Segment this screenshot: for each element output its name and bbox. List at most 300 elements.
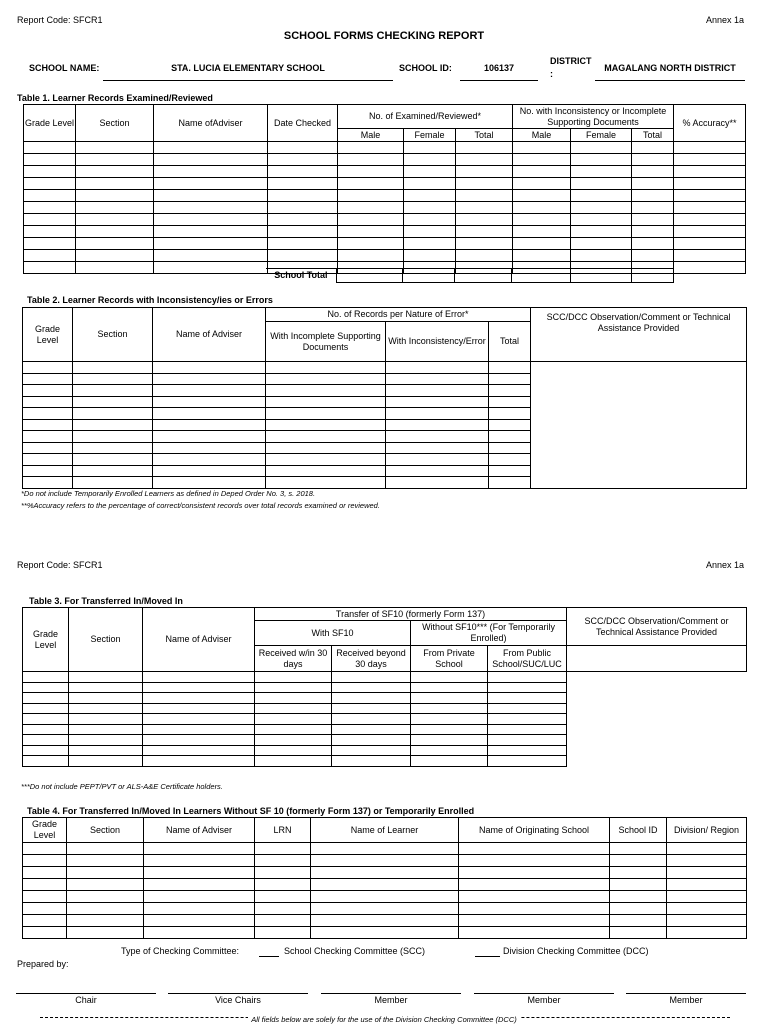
t2-cell[interactable] — [386, 442, 489, 454]
t2-cell[interactable] — [23, 442, 73, 454]
t1-cell[interactable] — [404, 166, 456, 178]
t1-cell[interactable] — [674, 178, 746, 190]
t3-cell[interactable] — [411, 745, 488, 756]
t2-cell[interactable] — [73, 465, 153, 477]
t1-cell[interactable] — [571, 154, 632, 166]
t1-cell[interactable] — [632, 142, 674, 154]
t1-cell[interactable] — [513, 238, 571, 250]
t3-cell[interactable] — [411, 735, 488, 746]
t1-cell[interactable] — [24, 178, 76, 190]
t4-cell[interactable] — [144, 879, 255, 891]
t1-cell[interactable] — [632, 250, 674, 262]
t2-cell[interactable] — [73, 419, 153, 431]
t3-cell[interactable] — [143, 724, 255, 735]
t1-cell[interactable] — [456, 142, 513, 154]
t1-cell[interactable] — [76, 214, 154, 226]
t1-cell[interactable] — [76, 202, 154, 214]
t1-cell[interactable] — [76, 226, 154, 238]
t1-cell[interactable] — [154, 190, 268, 202]
t1-cell[interactable] — [404, 142, 456, 154]
t1-cell[interactable] — [338, 202, 404, 214]
t4-cell[interactable] — [459, 843, 610, 855]
t2-cell[interactable] — [23, 396, 73, 408]
t2-cell[interactable] — [266, 373, 386, 385]
t4-cell[interactable] — [67, 867, 144, 879]
t4-cell[interactable] — [667, 843, 747, 855]
t3-cell[interactable] — [69, 714, 143, 725]
t1-cell[interactable] — [24, 154, 76, 166]
t1-cell[interactable] — [76, 166, 154, 178]
t2-cell[interactable] — [73, 362, 153, 374]
t2-cell[interactable] — [266, 419, 386, 431]
t1-cell[interactable] — [632, 178, 674, 190]
t2-cell[interactable] — [153, 362, 266, 374]
t3-cell[interactable] — [143, 714, 255, 725]
t1-cell[interactable] — [456, 250, 513, 262]
t3-cell[interactable] — [255, 756, 332, 767]
t3-cell[interactable] — [69, 735, 143, 746]
t4-cell[interactable] — [23, 879, 67, 891]
t2-cell[interactable] — [489, 385, 531, 397]
t1-cell[interactable] — [571, 238, 632, 250]
t4-cell[interactable] — [144, 915, 255, 927]
t1-cell[interactable] — [674, 262, 746, 274]
t3-cell[interactable] — [143, 682, 255, 693]
t2-observation-cell[interactable] — [531, 362, 747, 489]
t2-cell[interactable] — [386, 419, 489, 431]
t1-cell[interactable] — [513, 214, 571, 226]
t2-cell[interactable] — [23, 362, 73, 374]
t4-cell[interactable] — [311, 843, 459, 855]
t1-cell[interactable] — [268, 178, 338, 190]
t1-cell[interactable] — [456, 202, 513, 214]
t4-cell[interactable] — [144, 903, 255, 915]
t1-cell[interactable] — [154, 226, 268, 238]
t4-cell[interactable] — [610, 927, 667, 939]
scc-checkbox-line[interactable] — [259, 955, 279, 957]
t1-cell[interactable] — [513, 142, 571, 154]
vice-chair-signature-line[interactable] — [168, 993, 308, 994]
t2-cell[interactable] — [266, 385, 386, 397]
t4-cell[interactable] — [144, 843, 255, 855]
t1-cell[interactable] — [76, 142, 154, 154]
t3-cell[interactable] — [411, 756, 488, 767]
t4-cell[interactable] — [667, 891, 747, 903]
t2-cell[interactable] — [489, 396, 531, 408]
t4-cell[interactable] — [610, 903, 667, 915]
t1-cell[interactable] — [456, 178, 513, 190]
t3-cell[interactable] — [411, 703, 488, 714]
t4-cell[interactable] — [610, 879, 667, 891]
t3-cell[interactable] — [255, 682, 332, 693]
t1-cell[interactable] — [513, 178, 571, 190]
t1-cell[interactable] — [404, 214, 456, 226]
t1-cell[interactable] — [76, 250, 154, 262]
t1-cell[interactable] — [338, 250, 404, 262]
t1-cell[interactable] — [456, 226, 513, 238]
t2-cell[interactable] — [153, 408, 266, 420]
t4-cell[interactable] — [23, 927, 67, 939]
t2-cell[interactable] — [153, 431, 266, 443]
t1-cell[interactable] — [24, 214, 76, 226]
t1-cell[interactable] — [404, 238, 456, 250]
t1-cell[interactable] — [76, 262, 154, 274]
t2-cell[interactable] — [489, 442, 531, 454]
t4-cell[interactable] — [23, 915, 67, 927]
t2-cell[interactable] — [266, 396, 386, 408]
t1-cell[interactable] — [338, 154, 404, 166]
t4-cell[interactable] — [67, 915, 144, 927]
t3-cell[interactable] — [488, 714, 567, 725]
t1-cell[interactable] — [268, 154, 338, 166]
t1-cell[interactable] — [24, 226, 76, 238]
t3-cell[interactable] — [411, 724, 488, 735]
t1-cell[interactable] — [268, 226, 338, 238]
t2-cell[interactable] — [489, 408, 531, 420]
t1-cell[interactable] — [674, 238, 746, 250]
member2-signature-line[interactable] — [474, 993, 614, 994]
t4-cell[interactable] — [311, 903, 459, 915]
t1-cell[interactable] — [24, 190, 76, 202]
t1-cell[interactable] — [76, 238, 154, 250]
t4-cell[interactable] — [459, 867, 610, 879]
t4-cell[interactable] — [311, 867, 459, 879]
t2-cell[interactable] — [23, 431, 73, 443]
t4-cell[interactable] — [255, 843, 311, 855]
t2-cell[interactable] — [386, 408, 489, 420]
t4-cell[interactable] — [311, 879, 459, 891]
t1-cell[interactable] — [404, 178, 456, 190]
t3-cell[interactable] — [488, 703, 567, 714]
t4-cell[interactable] — [610, 855, 667, 867]
total-cell[interactable] — [512, 269, 570, 283]
t1-cell[interactable] — [632, 154, 674, 166]
t3-cell[interactable] — [488, 682, 567, 693]
t2-cell[interactable] — [153, 477, 266, 489]
t1-cell[interactable] — [76, 178, 154, 190]
t4-cell[interactable] — [67, 927, 144, 939]
total-cell[interactable] — [455, 269, 512, 283]
t3-cell[interactable] — [143, 703, 255, 714]
t1-cell[interactable] — [571, 166, 632, 178]
t2-cell[interactable] — [153, 373, 266, 385]
t3-cell[interactable] — [69, 756, 143, 767]
t2-cell[interactable] — [153, 454, 266, 466]
t2-cell[interactable] — [386, 373, 489, 385]
t1-cell[interactable] — [154, 262, 268, 274]
t1-cell[interactable] — [632, 166, 674, 178]
member1-signature-line[interactable] — [321, 993, 461, 994]
t3-cell[interactable] — [332, 756, 411, 767]
t3-cell[interactable] — [488, 724, 567, 735]
t1-cell[interactable] — [513, 226, 571, 238]
t4-cell[interactable] — [23, 891, 67, 903]
t3-cell[interactable] — [332, 745, 411, 756]
t3-cell[interactable] — [332, 714, 411, 725]
t1-cell[interactable] — [513, 250, 571, 262]
t3-cell[interactable] — [488, 756, 567, 767]
t1-cell[interactable] — [268, 250, 338, 262]
t3-cell[interactable] — [488, 745, 567, 756]
t4-cell[interactable] — [255, 867, 311, 879]
t1-cell[interactable] — [571, 142, 632, 154]
t1-cell[interactable] — [456, 214, 513, 226]
t3-cell[interactable] — [23, 714, 69, 725]
t2-cell[interactable] — [73, 442, 153, 454]
t2-cell[interactable] — [73, 431, 153, 443]
t3-cell[interactable] — [255, 693, 332, 704]
t1-cell[interactable] — [154, 250, 268, 262]
t2-cell[interactable] — [23, 373, 73, 385]
t1-cell[interactable] — [338, 214, 404, 226]
t3-cell[interactable] — [23, 672, 69, 683]
t2-cell[interactable] — [266, 465, 386, 477]
t3-cell[interactable] — [255, 745, 332, 756]
t3-cell[interactable] — [23, 756, 69, 767]
t2-cell[interactable] — [23, 385, 73, 397]
t3-cell[interactable] — [23, 735, 69, 746]
t4-cell[interactable] — [23, 903, 67, 915]
t3-observation-cell[interactable] — [567, 646, 747, 672]
t4-cell[interactable] — [610, 891, 667, 903]
t1-cell[interactable] — [456, 154, 513, 166]
t3-cell[interactable] — [255, 724, 332, 735]
t1-cell[interactable] — [338, 142, 404, 154]
t3-cell[interactable] — [411, 682, 488, 693]
t3-cell[interactable] — [332, 724, 411, 735]
t3-cell[interactable] — [411, 672, 488, 683]
t4-cell[interactable] — [144, 855, 255, 867]
t1-cell[interactable] — [456, 238, 513, 250]
t2-cell[interactable] — [386, 477, 489, 489]
t2-cell[interactable] — [489, 477, 531, 489]
t4-cell[interactable] — [459, 903, 610, 915]
t2-cell[interactable] — [489, 362, 531, 374]
t2-cell[interactable] — [73, 385, 153, 397]
t2-cell[interactable] — [153, 385, 266, 397]
t1-cell[interactable] — [632, 190, 674, 202]
t3-cell[interactable] — [332, 703, 411, 714]
dcc-checkbox-line[interactable] — [475, 955, 500, 957]
t1-cell[interactable] — [338, 238, 404, 250]
t1-cell[interactable] — [674, 166, 746, 178]
t2-cell[interactable] — [73, 396, 153, 408]
t1-cell[interactable] — [632, 214, 674, 226]
t4-cell[interactable] — [67, 855, 144, 867]
t3-cell[interactable] — [488, 693, 567, 704]
t1-cell[interactable] — [24, 166, 76, 178]
total-cell[interactable] — [402, 269, 454, 283]
t3-cell[interactable] — [255, 714, 332, 725]
t1-cell[interactable] — [154, 142, 268, 154]
t4-cell[interactable] — [667, 927, 747, 939]
t1-cell[interactable] — [674, 214, 746, 226]
t3-cell[interactable] — [23, 745, 69, 756]
t4-cell[interactable] — [667, 879, 747, 891]
t1-cell[interactable] — [154, 214, 268, 226]
t1-cell[interactable] — [404, 202, 456, 214]
t1-cell[interactable] — [674, 202, 746, 214]
t4-cell[interactable] — [311, 891, 459, 903]
t1-cell[interactable] — [154, 202, 268, 214]
t2-cell[interactable] — [489, 419, 531, 431]
t4-cell[interactable] — [255, 927, 311, 939]
t3-cell[interactable] — [23, 682, 69, 693]
t4-cell[interactable] — [667, 855, 747, 867]
t3-cell[interactable] — [143, 756, 255, 767]
t1-cell[interactable] — [154, 238, 268, 250]
t2-cell[interactable] — [266, 477, 386, 489]
t1-cell[interactable] — [674, 226, 746, 238]
t1-cell[interactable] — [76, 154, 154, 166]
t3-cell[interactable] — [69, 682, 143, 693]
t3-cell[interactable] — [411, 693, 488, 704]
t3-cell[interactable] — [332, 735, 411, 746]
t4-cell[interactable] — [459, 891, 610, 903]
t2-cell[interactable] — [386, 362, 489, 374]
t3-cell[interactable] — [143, 672, 255, 683]
t1-cell[interactable] — [268, 214, 338, 226]
t4-cell[interactable] — [23, 843, 67, 855]
t1-cell[interactable] — [24, 250, 76, 262]
t1-cell[interactable] — [571, 202, 632, 214]
t2-cell[interactable] — [489, 454, 531, 466]
t2-cell[interactable] — [23, 419, 73, 431]
t4-cell[interactable] — [459, 927, 610, 939]
t2-cell[interactable] — [266, 431, 386, 443]
t4-cell[interactable] — [610, 915, 667, 927]
t1-cell[interactable] — [154, 178, 268, 190]
t1-cell[interactable] — [24, 202, 76, 214]
t3-cell[interactable] — [69, 703, 143, 714]
t1-cell[interactable] — [456, 190, 513, 202]
t4-cell[interactable] — [23, 867, 67, 879]
t1-cell[interactable] — [674, 190, 746, 202]
t1-cell[interactable] — [404, 190, 456, 202]
t1-cell[interactable] — [674, 154, 746, 166]
t4-cell[interactable] — [667, 867, 747, 879]
t1-cell[interactable] — [513, 202, 571, 214]
t2-cell[interactable] — [73, 408, 153, 420]
t4-cell[interactable] — [67, 891, 144, 903]
t4-cell[interactable] — [255, 903, 311, 915]
t2-cell[interactable] — [489, 431, 531, 443]
t1-cell[interactable] — [513, 166, 571, 178]
t3-cell[interactable] — [69, 672, 143, 683]
t4-cell[interactable] — [144, 927, 255, 939]
t4-cell[interactable] — [144, 891, 255, 903]
t4-cell[interactable] — [459, 879, 610, 891]
t1-cell[interactable] — [456, 166, 513, 178]
t1-cell[interactable] — [632, 238, 674, 250]
t4-cell[interactable] — [311, 927, 459, 939]
t2-cell[interactable] — [266, 442, 386, 454]
t3-cell[interactable] — [488, 672, 567, 683]
t2-cell[interactable] — [153, 396, 266, 408]
t2-cell[interactable] — [73, 477, 153, 489]
t1-cell[interactable] — [571, 214, 632, 226]
t2-cell[interactable] — [386, 465, 489, 477]
total-cell[interactable] — [570, 269, 631, 283]
t2-cell[interactable] — [489, 465, 531, 477]
t2-cell[interactable] — [23, 408, 73, 420]
t2-cell[interactable] — [73, 454, 153, 466]
t4-cell[interactable] — [255, 915, 311, 927]
t1-cell[interactable] — [674, 142, 746, 154]
t1-cell[interactable] — [571, 250, 632, 262]
t3-cell[interactable] — [143, 745, 255, 756]
t3-cell[interactable] — [143, 693, 255, 704]
t1-cell[interactable] — [268, 142, 338, 154]
t3-cell[interactable] — [332, 682, 411, 693]
t1-cell[interactable] — [338, 226, 404, 238]
t3-cell[interactable] — [255, 735, 332, 746]
t3-cell[interactable] — [69, 724, 143, 735]
t1-cell[interactable] — [76, 190, 154, 202]
t3-cell[interactable] — [23, 724, 69, 735]
t3-cell[interactable] — [143, 735, 255, 746]
t4-cell[interactable] — [255, 879, 311, 891]
t2-cell[interactable] — [153, 465, 266, 477]
t2-cell[interactable] — [266, 408, 386, 420]
t1-cell[interactable] — [268, 202, 338, 214]
t2-cell[interactable] — [266, 362, 386, 374]
t4-cell[interactable] — [459, 855, 610, 867]
t2-cell[interactable] — [73, 373, 153, 385]
t3-cell[interactable] — [23, 693, 69, 704]
t2-cell[interactable] — [386, 385, 489, 397]
t4-cell[interactable] — [67, 843, 144, 855]
t2-cell[interactable] — [153, 442, 266, 454]
t2-cell[interactable] — [386, 396, 489, 408]
t1-cell[interactable] — [404, 226, 456, 238]
t1-cell[interactable] — [571, 190, 632, 202]
t4-cell[interactable] — [144, 867, 255, 879]
t4-cell[interactable] — [610, 867, 667, 879]
t2-cell[interactable] — [386, 431, 489, 443]
t4-cell[interactable] — [67, 903, 144, 915]
t3-cell[interactable] — [255, 672, 332, 683]
t1-cell[interactable] — [674, 250, 746, 262]
t4-cell[interactable] — [23, 855, 67, 867]
t3-cell[interactable] — [332, 672, 411, 683]
t4-cell[interactable] — [311, 855, 459, 867]
t1-cell[interactable] — [338, 166, 404, 178]
t3-cell[interactable] — [23, 703, 69, 714]
t4-cell[interactable] — [311, 915, 459, 927]
member3-signature-line[interactable] — [626, 993, 746, 994]
t2-cell[interactable] — [386, 454, 489, 466]
t3-cell[interactable] — [332, 693, 411, 704]
t4-cell[interactable] — [610, 843, 667, 855]
t2-cell[interactable] — [266, 454, 386, 466]
t4-cell[interactable] — [255, 891, 311, 903]
t2-cell[interactable] — [23, 477, 73, 489]
t1-cell[interactable] — [268, 238, 338, 250]
t1-cell[interactable] — [513, 190, 571, 202]
t2-cell[interactable] — [489, 373, 531, 385]
t1-cell[interactable] — [338, 190, 404, 202]
t1-cell[interactable] — [571, 178, 632, 190]
t1-cell[interactable] — [24, 142, 76, 154]
t1-cell[interactable] — [24, 262, 76, 274]
t3-cell[interactable] — [255, 703, 332, 714]
t4-cell[interactable] — [67, 879, 144, 891]
t1-cell[interactable] — [268, 190, 338, 202]
t3-cell[interactable] — [488, 735, 567, 746]
t1-cell[interactable] — [632, 202, 674, 214]
chair-signature-line[interactable] — [16, 993, 156, 994]
